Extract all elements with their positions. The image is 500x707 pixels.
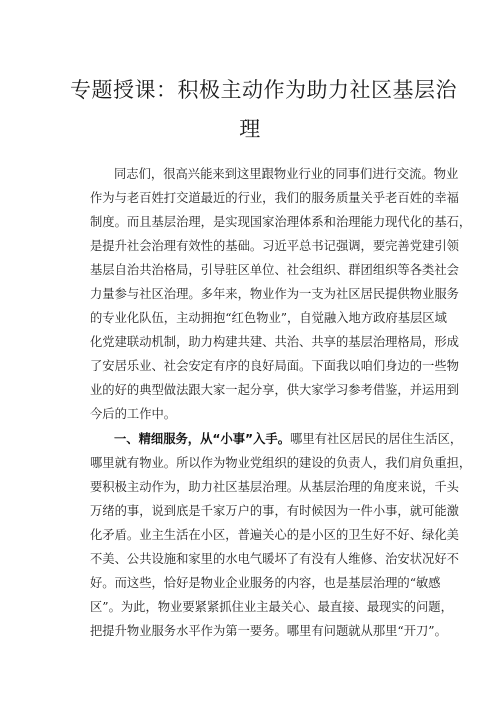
paragraph-line: 区”。为此，物业要紧紧抓住业主最关心、最直接、最现实的问题，: [90, 600, 453, 614]
paragraph-line: 万绪的事，说到底是千家万户的事，有时候因为一件小事，就可能激: [90, 504, 459, 518]
document-title-line-1: 专题授课：积极主动作为助力社区基层治: [70, 78, 457, 102]
paragraph-line: 好。而这些，恰好是物业企业服务的内容，也是基层治理的“敏感: [90, 576, 441, 590]
paragraph-line: 哪里就有物业。所以作为物业党组织的建设的负责人，我们肩负重担，: [90, 456, 472, 470]
section-heading: 一、精细服务，从“小事”入手。: [114, 432, 291, 446]
section-1-first-line-text: 哪里有社区居民的居住生活区，: [290, 432, 463, 446]
paragraph-line: 业的好的典型做法跟大家一起分享，供大家学习参考借鉴，并运用到: [90, 383, 459, 397]
paragraph-line: 同志们，很高兴能来到这里跟物业行业的同事们进行交流。物业: [114, 167, 459, 181]
paragraph-line: 了安居乐业、社会安定有序的良好局面。下面我以咱们身边的一些物: [90, 359, 459, 373]
paragraph-line: 制度。而且基层治理，是实现国家治理体系和治理能力现代化的基石，: [90, 215, 472, 229]
paragraph-line: 基层自治共治格局，引导驻区单位、社会组织、群团组织等各类社会: [90, 263, 459, 277]
paragraph-line: 的专业化队伍，主动拥抱“红色物业”，自觉融入地方政府基层区域: [90, 311, 447, 325]
paragraph-line: 今后的工作中。: [90, 407, 177, 421]
paragraph-line: 不美、公共设施和家里的水电气暖坏了有没有人维修、治安状况好不: [90, 552, 459, 566]
paragraph-line: 化矛盾。业主生活在小区，普遍关心的是小区的卫生好不好、绿化美: [90, 528, 459, 542]
paragraph-line: 是提升社会治理有效性的基础。习近平总书记强调，要完善党建引领: [90, 239, 459, 253]
paragraph-line: 化党建联动机制，助力构建共建、共治、共享的基层治理格局，形成: [90, 335, 459, 349]
document-title-line-2: 理: [239, 117, 261, 141]
paragraph-line: 作为与老百姓打交道最近的行业，我们的服务质量关乎老百姓的幸福: [90, 191, 459, 205]
paragraph-line: 要积极主动作为，助力社区基层治理。从基层治理的角度来说，千头: [90, 480, 459, 494]
paragraph-line: 力量参与社区治理。多年来，物业作为一支为社区居民提供物业服务: [90, 287, 459, 301]
section-1-first-line: [90, 431, 463, 447]
paragraph-line: 把提升物业服务水平作为第一要务。哪里有问题就从那里“开刀”。: [90, 624, 447, 638]
